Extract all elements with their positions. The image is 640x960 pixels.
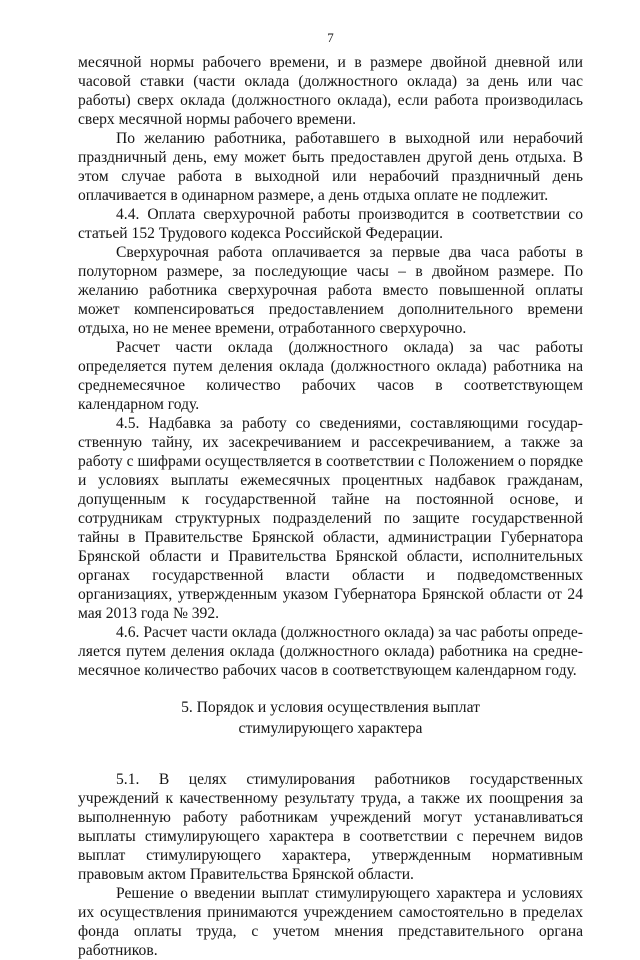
paragraph-overtime-rates: Сверхурочная работа оплачивается за первые два часа работы в полуторном размере, за последующие часы – в двойном размере. По желанию работника сверхурочная работа вместо повышенной оплаты может компенсироваться предоставлением дополнительного времени отдыха, но не менее времени, отработанного сверхурочно.	[78, 244, 583, 337]
paragraph-4-4-overtime: 4.4. Оплата сверхурочной работы производится в соответствии со статьей 152 Трудового кодекса Российской Федерации.	[78, 206, 583, 242]
section-heading-line2: стимулирующего характера	[238, 720, 423, 737]
page-number: 7	[327, 30, 334, 45]
paragraph-4-6-hourly-rate: 4.6. Расчет части оклада (должностного оклада) за час работы определяется путем деления оклада (должностного оклада) работника на среднемесячное количество рабочих часов в соответствующем календарном году.	[78, 624, 583, 679]
paragraph-5-1-incentives: 5.1. В целях стимулирования работников государственных учреждений к качественному результату труда, а также их поощрения за выполненную работу работникам учреждений могут устанавливаться выплаты стимулирующего характера в соответствии с перечнем видов выплат стимулирующего характера, утвержденным нормативным правовым актом Правительства Брянской области.	[78, 771, 583, 883]
document-page	[78, 0, 583, 960]
paragraph-overtime-holiday-pay-end: месячной нормы рабочего времени, и в размере двойной дневной или часовой ставки (части оклада (должностного оклада) за день или час работы) сверх оклада (должностного оклада), если работа производилась сверх месячной нормы рабочего времени.	[78, 54, 583, 128]
section-5-heading	[78, 697, 583, 739]
paragraph-day-off-option: По желанию работника, работавшего в выходной или нерабочий праздничный день, ему может быть предоставлен другой день отдыха. В этом случае работа в выходной или нерабочий праздничный день оплачивается в одинарном размере, а день отдыха оплате не подлежит.	[78, 130, 583, 204]
paragraph-4-5-secrecy-allowance: 4.5. Надбавка за работу со сведениями, составляющими государственную тайну, их засекречиванием и рассекречиванием, а также за работу с шифрами осуществляется в соответствии с Положением о порядке и условиях выплаты ежемесячных процентных надбавок гражданам, допущенным к государственной тайне на постоянной основе, и сотрудникам структурных подразделений по защите государственной тайны в Правительстве Брянской области, администрации Губернатора Брянской области и Правительства Брянской области, исполнительных органах государственной власти области и подведомственных организациях, утвержденным указом Губернатора Брянской области от 24 мая 2013 года № 392.	[78, 415, 583, 622]
paragraph-hourly-rate-calc: Расчет части оклада (должностного оклада) за час работы определяется путем деления оклада (должностного оклада) работника на среднемесячное количество рабочих часов в соответствующем календарном году.	[78, 339, 583, 413]
section-heading-line1: 5. Порядок и условия осуществления выплат	[181, 699, 480, 716]
paragraph-incentive-decision: Решение о введении выплат стимулирующего характера и условиях их осуществления принимаются учреждением самостоятельно в пределах фонда оплаты труда, с учетом мнения представительного органа работников.	[78, 885, 583, 959]
